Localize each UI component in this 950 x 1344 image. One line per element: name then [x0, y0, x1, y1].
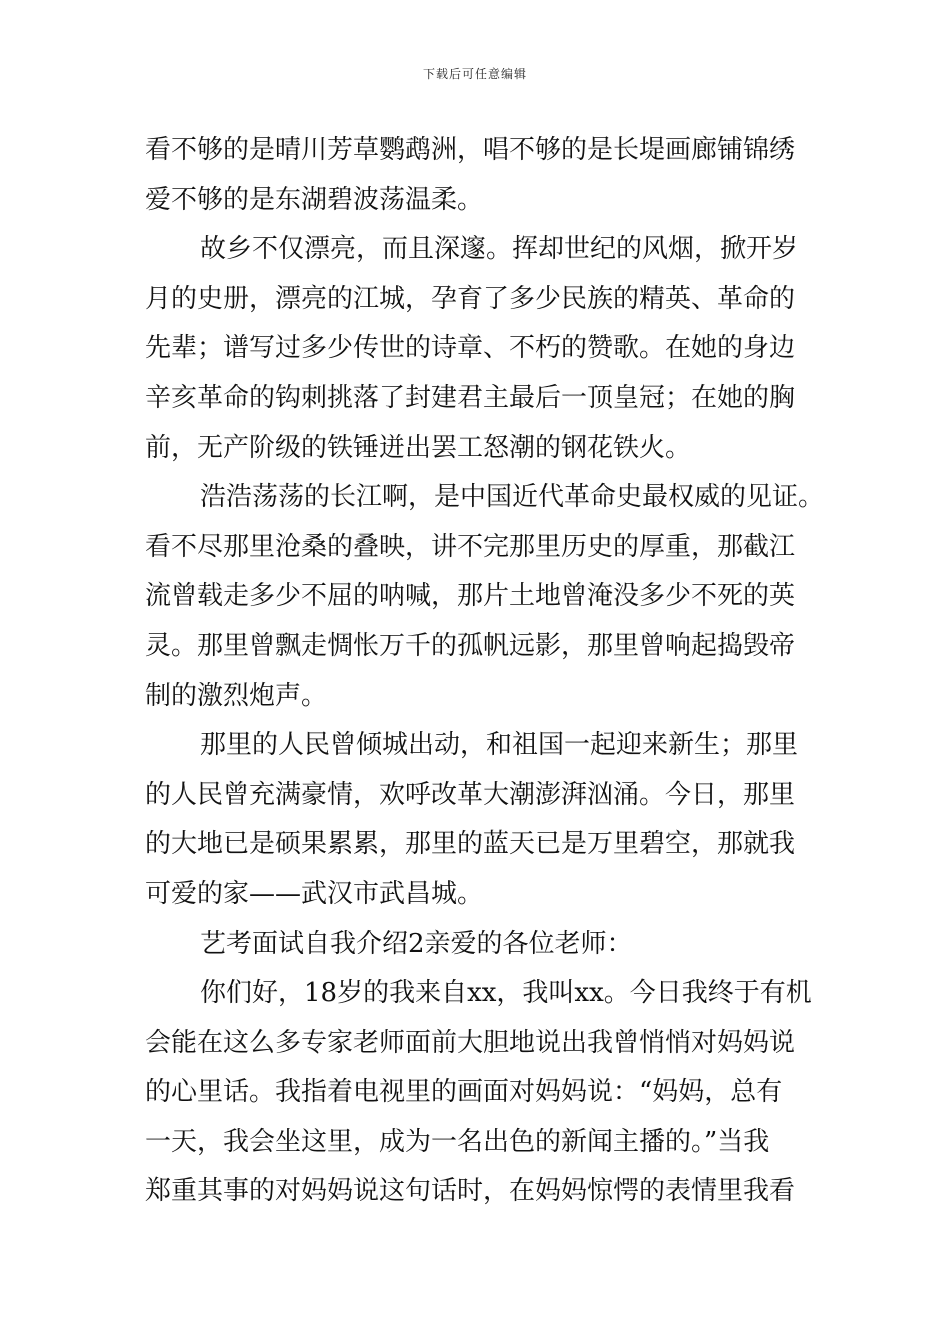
text-line: 郑重其事的对妈妈说这句话时，在妈妈惊愕的表情里我看: [145, 1176, 796, 1207]
text-line: 看不够的是晴川芳草鹦鹉洲，唱不够的是长堤画廊铺锦绣: [145, 135, 796, 165]
text-line: 一天，我会坐这里，成为一名出色的新闻主播的。”当我: [145, 1126, 770, 1157]
text-line: 艺考面试自我介绍2亲爱的各位老师：: [200, 928, 633, 959]
text-line: 可爱的家——武汉市武昌城。: [145, 878, 484, 909]
text-line: 流曾载走多少不屈的呐喊，那片土地曾淹没多少不死的英: [145, 581, 796, 612]
text-line: 你们好，18岁的我来自xx，我叫xx。今日我终于有机: [200, 978, 812, 1009]
text-line: 的大地已是硕果累累，那里的蓝天已是万里碧空，那就我: [145, 829, 796, 860]
text-line: 故乡不仅漂亮，而且深邃。挥却世纪的风烟，掀开岁: [200, 234, 799, 265]
text-line: 的人民曾充满豪情，欢呼改革大潮澎湃汹涌。今日，那里: [145, 779, 796, 810]
page-header: 下载后可任意编辑: [422, 67, 527, 81]
text-line: 前，无产阶级的铁锤迸出罢工怒潮的钢花铁火。: [145, 432, 692, 463]
text-line: 会能在这么多专家老师面前大胆地说出我曾悄悄对妈妈说: [145, 1027, 796, 1058]
text-line: 爱不够的是东湖碧波荡温柔。: [145, 184, 484, 215]
text-line: 月的史册，漂亮的江城，孕育了多少民族的精英、革命的: [145, 283, 796, 314]
text-line: 那里的人民曾倾城出动，和祖国一起迎来新生；那里: [200, 730, 799, 761]
text-line: 灵。那里曾飘走惆怅万千的孤帆远影，那里曾响起捣毁帝: [145, 630, 796, 661]
text-line: 的心里话。我指着电视里的画面对妈妈说：“妈妈，总有: [145, 1077, 783, 1108]
text-line: 辛亥革命的钩刺挑落了封建君主最后一顶皇冠；在她的胸: [145, 382, 796, 413]
text-line: 先辈；谱写过多少传世的诗章、不朽的赞歌。在她的身边: [145, 333, 796, 364]
text-line: 浩浩荡荡的长江啊，是中国近代革命史最权威的见证。: [200, 482, 825, 513]
document-body: [145, 126, 825, 1217]
text-line: 看不尽那里沧桑的叠映，讲不完那里历史的厚重，那截江: [145, 531, 796, 562]
text-line: 制的激烈炮声。: [145, 680, 328, 711]
